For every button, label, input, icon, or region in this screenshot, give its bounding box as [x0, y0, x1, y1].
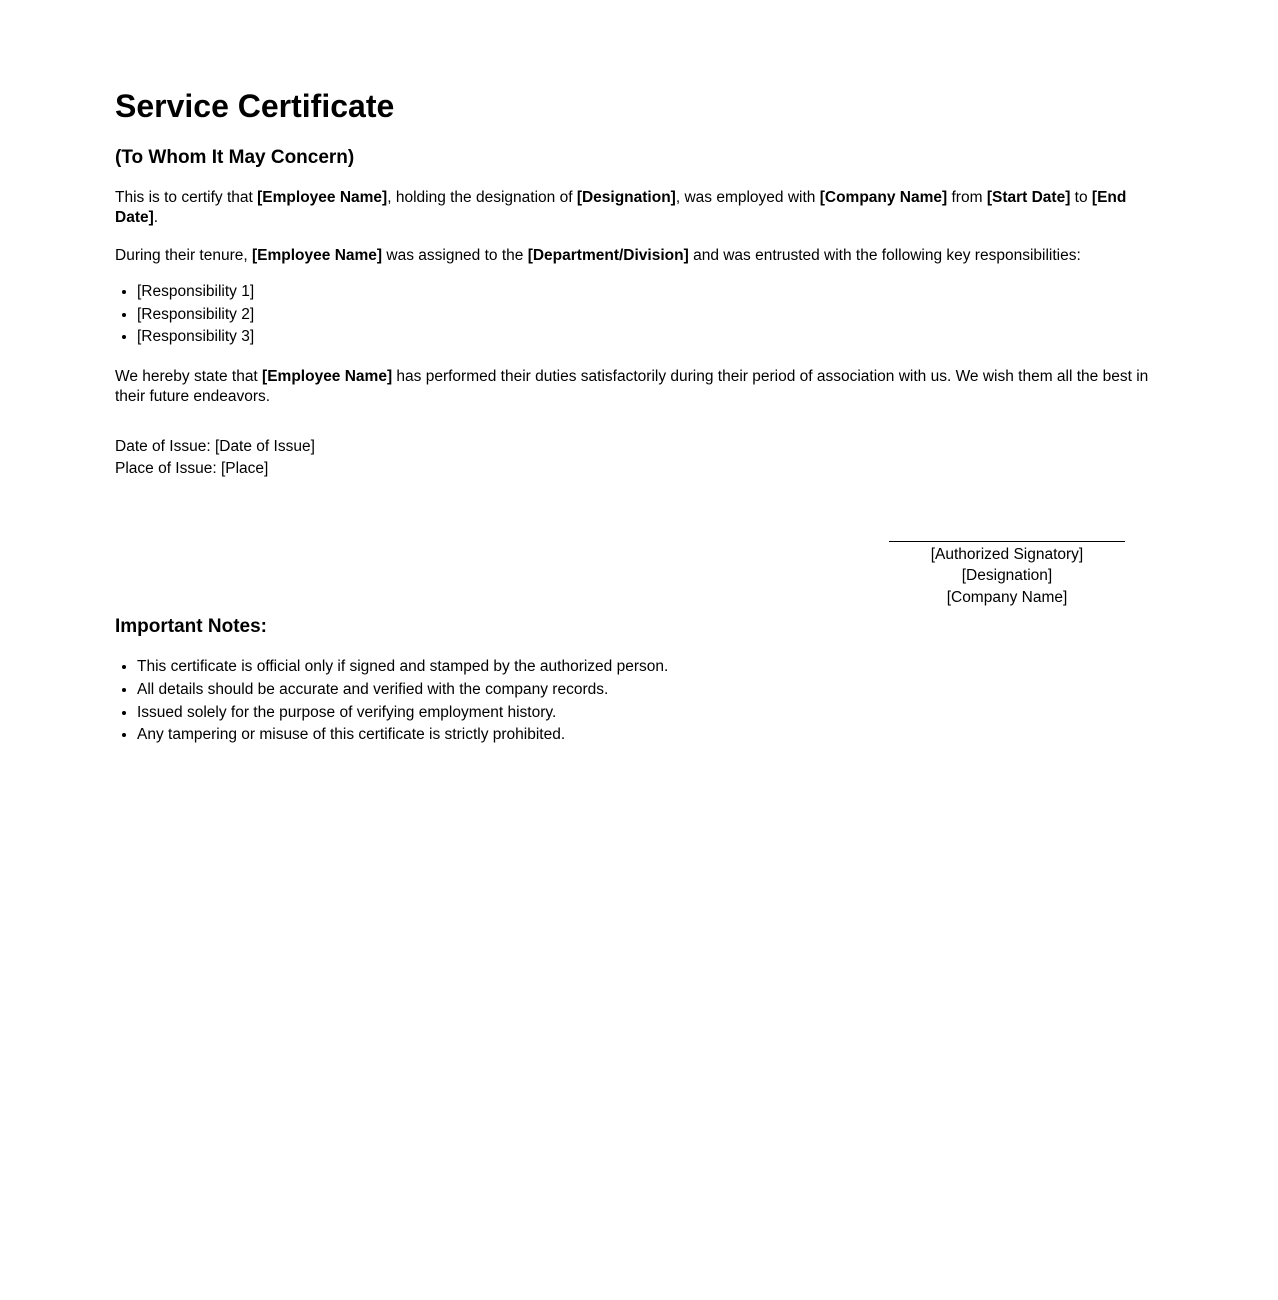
- signature-line: [Designation]: [961, 567, 1053, 585]
- placeholder-field: [Start Date]: [986, 188, 1071, 206]
- place-of-issue: Place of Issue: [Place]: [115, 460, 269, 478]
- list-item: • Issued solely for the purpose of verifying employment history.: [137, 704, 1163, 723]
- placeholder-field: [Employee Name]: [257, 188, 388, 206]
- important-notes-heading: Important Notes:: [115, 615, 267, 637]
- text-segment: , holding the designation of: [387, 188, 577, 206]
- text-segment: We hereby state that: [115, 367, 263, 385]
- signature-block: [889, 541, 1125, 608]
- page-title: Service Certificate: [115, 88, 395, 124]
- issue-details: [115, 438, 1163, 479]
- text-segment: has performed their duties satisfactorily during their period of association with us. We wish them all the best in their future endeavors.: [115, 367, 1149, 406]
- placeholder-field: [Department/Division]: [527, 246, 689, 264]
- text-segment: During their tenure,: [115, 246, 252, 264]
- text-segment: and was entrusted with the following key responsibilities:: [688, 246, 1081, 264]
- text-segment: to: [1070, 188, 1092, 206]
- signature-line: [Authorized Signatory]: [930, 545, 1084, 563]
- signature-line: [Company Name]: [946, 589, 1068, 607]
- placeholder-field: [Company Name]: [819, 188, 948, 206]
- text-segment: , was employed with: [675, 188, 820, 206]
- tenure-paragraph: [115, 246, 1163, 266]
- placeholder-field: [End Date]: [115, 188, 1127, 227]
- list-item: • All details should be accurate and verified with the company records.: [137, 681, 1163, 700]
- text-segment: from: [947, 188, 987, 206]
- placeholder-field: [Employee Name]: [252, 246, 383, 264]
- list-item: • Any tampering or misuse of this certificate is strictly prohibited.: [137, 726, 1163, 745]
- list-item: • [Responsibility 3]: [137, 328, 1163, 347]
- salutation-heading: (To Whom It May Concern): [115, 146, 355, 168]
- placeholder-field: [Designation]: [576, 188, 676, 206]
- text-segment: .: [153, 209, 159, 227]
- list-item: • This certificate is official only if signed and stamped by the authorized person.: [137, 658, 1163, 677]
- text-segment: This is to certify that: [115, 188, 258, 206]
- important-notes-list: [115, 658, 1163, 744]
- list-item: • [Responsibility 1]: [137, 283, 1163, 302]
- certify-paragraph: [115, 188, 1163, 229]
- date-of-issue: Date of Issue: [Date of Issue]: [115, 437, 315, 455]
- placeholder-field: [Employee Name]: [262, 367, 393, 385]
- closing-paragraph: [115, 367, 1163, 408]
- text-segment: was assigned to the: [382, 246, 528, 264]
- responsibilities-list: [115, 283, 1163, 347]
- list-item: • [Responsibility 2]: [137, 306, 1163, 325]
